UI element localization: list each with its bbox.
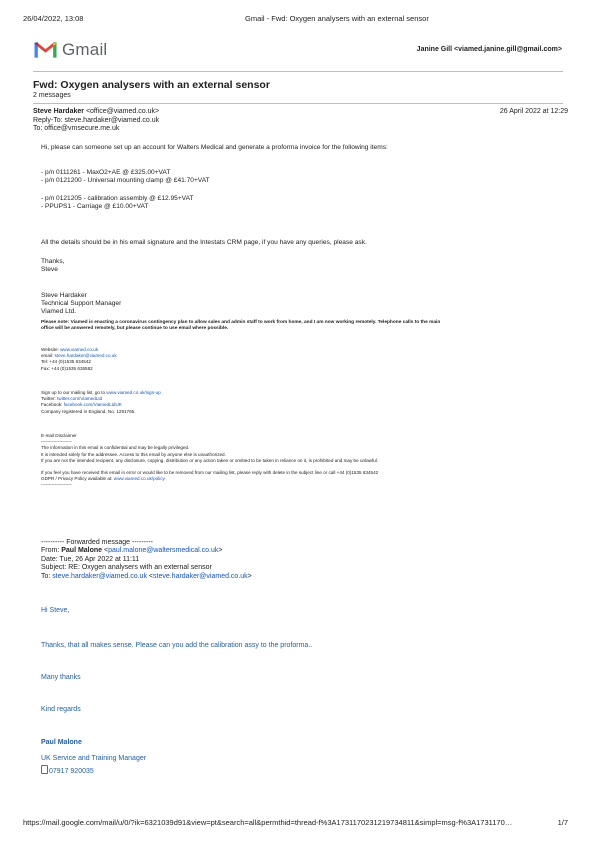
message-sender: [33, 108, 159, 117]
forward-separator: ---------- Forwarded message ---------: [41, 539, 153, 546]
intro-text: Hi, please can someone set up an account for Walters Medical and generate a proforma invoice for the following items:: [41, 144, 388, 151]
list-item: - p/n 0121205 - calibration assembly @ £12.95+VAT: [41, 195, 194, 202]
disclaimer-rule: --------------------: [41, 439, 72, 445]
sender-email: <office@viamed.co.uk>: [85, 108, 160, 115]
registration-line: Company registered in England, No. 1291765.: [41, 408, 136, 414]
forward-to-email[interactable]: steve.hardaker@viamed.co.uk: [52, 572, 147, 580]
forward-sig-title: UK Service and Training Manager: [41, 755, 147, 762]
thanks-text: Thanks,: [41, 258, 65, 265]
print-datetime: 26/04/2022, 13:08: [23, 14, 84, 23]
print-page-number: 1/7: [557, 818, 568, 827]
forward-from: From: Paul Malone <paul.malone@waltersmedical.co.uk>: [41, 547, 223, 555]
covid-notice: [41, 320, 440, 332]
contact-block: [41, 347, 117, 372]
recipient: To: office@vmsecure.me.uk: [33, 125, 120, 132]
covid-notice-line-2: office will be answered remotely, but please continue to use email where possible.: [41, 326, 229, 332]
disclaimer-block: [41, 433, 378, 489]
header-divider: [33, 71, 563, 72]
item-list-a: [41, 169, 210, 185]
forward-regards: Kind regards: [41, 706, 81, 713]
list-item: - p/n 0121200 - Universal mounting clamp @ £41.70+VAT: [41, 177, 210, 184]
disclaimer-line: It is intended solely for the addressee. Access to this email by anyone else is unauthorized.: [41, 451, 226, 457]
disclaimer-line: If you are not the intended recipient, any disclosure, copying, distribution or any action taken or omitted to be taken in reliance on it, is prohibited and may be unlawful.: [41, 457, 379, 463]
sender-name: Steve Hardaker: [33, 108, 84, 115]
forward-from-email[interactable]: paul.malone@waltersmedical.co.uk: [108, 547, 219, 555]
signature-company: Viamed Ltd.: [41, 308, 77, 315]
website-label: Website:: [41, 347, 61, 352]
twitter-link[interactable]: twitter.com/ViamedLtd: [57, 396, 103, 402]
thanks-name: Steve: [41, 266, 58, 273]
disclaimer-line: If you feel you have received this email in error or would like to be removed from our mailing list, please reply with delete in the subject line or call +44 (0)1535 634542: [41, 470, 379, 476]
forward-to: To: steve.hardaker@viamed.co.uk <steve.hardaker@viamed.co.uk>: [41, 572, 252, 580]
gmail-brand: Gmail: [62, 40, 108, 59]
message-date: 26 April 2022 at 12:29: [499, 108, 568, 115]
fax-line: Fax: +44 (0)1535 635582: [41, 365, 93, 371]
forward-from-label: From:: [41, 547, 62, 555]
mailing-label: Sign up to our mailing list, go to: [41, 390, 107, 395]
gmail-logo-icon: [34, 41, 57, 59]
forward-to-label: To:: [41, 572, 53, 580]
print-url: https://mail.google.com/mail/u/0/?ik=6321039d91&view=pt&search=all&permthid=thread-f%3A1731170231219734811&simpl=msg-f%3A1731170…: [23, 818, 513, 827]
forward-date: Date: Tue, 26 Apr 2022 at 11:11: [41, 555, 140, 563]
forward-from-name: Paul Malone: [61, 547, 103, 555]
signature-title: Technical Support Manager: [41, 300, 122, 307]
closing: [41, 258, 64, 274]
forward-body: Thanks, that all makes sense. Please can you add the calibration assy to the proforma..: [41, 642, 313, 649]
gdpr-label: GDPR / Privacy Policy available at:: [41, 476, 114, 482]
item-list-b: [41, 195, 194, 211]
disclaimer-line: The information in this email is confidential and may be legally privileged.: [41, 445, 190, 451]
forward-greeting: Hi Steve,: [41, 607, 70, 614]
forward-to-email-2[interactable]: steve.hardaker@viamed.co.uk: [153, 572, 248, 580]
email-label: email:: [41, 353, 55, 359]
social-block: [41, 390, 161, 415]
subject-divider: [33, 103, 563, 104]
thread-subject: Fwd: Oxygen analysers with an external sensor: [33, 79, 270, 91]
message-count: 2 messages: [33, 92, 71, 99]
account-name: Janine Gill <viamed.janine.gill@gmail.com>: [416, 46, 562, 53]
gdpr-link[interactable]: www.viamed.co.uk/policy: [113, 476, 165, 482]
details-text: All the details should be in his email signature and the Intestats CRM page, if you have any queries, please ask.: [41, 239, 367, 246]
list-item: - PPUPS1 - Carriage @ £10.00+VAT: [41, 203, 149, 210]
mailing-link[interactable]: www.viamed.co.uk/sign-up: [106, 390, 161, 395]
signature-name: Steve Hardaker: [41, 292, 87, 299]
twitter-label: Twitter:: [41, 396, 58, 402]
disclaimer-title: E-mail Disclaimer: [41, 433, 77, 438]
tel-line: Tel: +44 (0)1535 634542: [41, 359, 91, 365]
forwarded-header: [41, 539, 252, 581]
list-item: - p/n 0111261 - MaxO2+AE @ £325.00+VAT: [41, 169, 171, 176]
phone-icon: [41, 765, 48, 774]
website-link[interactable]: www.viamed.co.uk: [60, 347, 99, 352]
facebook-label: Facebook:: [41, 402, 64, 408]
forward-many-thanks: Many thanks: [41, 674, 81, 681]
signature: [41, 292, 121, 316]
facebook-link[interactable]: facebook.com/ViamedLtdUK: [63, 402, 122, 408]
email-link[interactable]: steve.hardaker@viamed.co.uk: [54, 353, 117, 359]
print-page-title: Gmail - Fwd: Oxygen analysers with an external sensor: [245, 14, 429, 23]
forward-sig-phone-line: [41, 765, 94, 776]
disclaimer-rule: --------------------: [41, 482, 72, 488]
forward-sig-name: Paul Malone: [41, 739, 82, 746]
reply-to: Reply-To: steve.hardaker@viamed.co.uk: [33, 117, 160, 124]
forward-subject: Subject: RE: Oxygen analysers with an external sensor: [41, 564, 212, 572]
covid-notice-line-1: Please note: Viamed is enacting a coronavirus contingency plan to allow sales and admin staff to work from home, and I am now working remotely. Telephone calls to the main: [41, 320, 441, 325]
forward-sig-phone: 07917 920035: [49, 768, 94, 775]
